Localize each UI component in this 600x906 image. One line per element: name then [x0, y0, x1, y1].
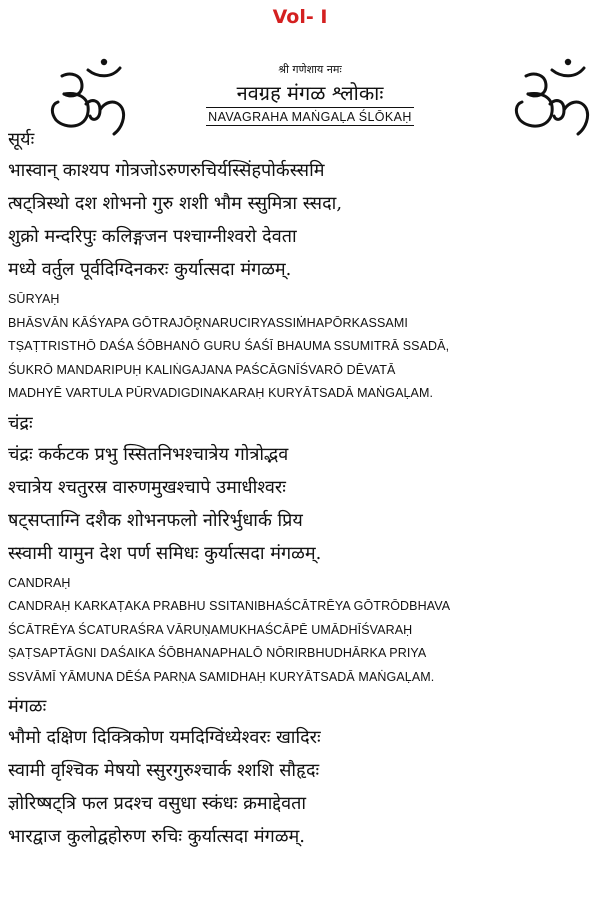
translit-line: TṢAṬTRISTHŌ DAŚA ŚŌBHANŌ GURU ŚAŚĪ BHAUMA SSUMITRĀ SSADĀ,	[8, 339, 450, 353]
verse-line: त्षट्त्रिस्थो दश शोभनो गुरु शशी भौम स्सुमित्रा स्सदा,	[8, 193, 343, 214]
title-devanagari: नवग्रह मंगळ श्लोकाः	[236, 81, 384, 105]
verse-line: ज्ञोरिष्षट्त्रि फल प्रदश्च वसुधा स्कंधः क्रमाद्देवता	[8, 793, 306, 814]
translit-heading: CANDRAḤ	[8, 575, 71, 590]
translit-line: CANDRAḤ KARKAṬAKA PRABHU SSITANIBHAŚCĀTRĒYA GŌTRŌDBHAVA	[8, 599, 451, 613]
translit-line: ṢAṬSAPTĀGNI DAŚAIKA ŚŌBHANAPHALŌ NŌRIRBHUDHĀRKA PRIYA	[8, 646, 427, 660]
invocation: श्री गणेशाय नमः	[278, 63, 342, 76]
verse-line: षट्सप्ताग्नि दशैक शोभनफलो नोरिर्भुधार्क प्रिय	[8, 509, 303, 531]
translit-line: BHĀSVĀN KĀŚYAPA GŌTRAJŌR̥NARUCIRYASSIṀHAPŌRKASSAMI	[8, 315, 408, 330]
transliteration-block	[8, 572, 596, 690]
translit-line: SSVĀMĪ YĀMUNA DĒŚA PARṆA SAMIDHAḤ KURYĀTSADĀ MAṄGAḶAM.	[8, 669, 435, 684]
verse-line: स्स्वामी यामुन देश पर्ण समिधः कुर्यात्सदा मंगळम्.	[8, 542, 322, 564]
translit-heading: SŪRYAḤ	[8, 292, 60, 306]
verse-line: श्चात्रेय श्चतुरस्र वारुणमुखश्चापे उमाधीश्वरः	[8, 476, 286, 498]
verse-line: मध्ये वर्तुल पूर्वदिग्दिनकरः कुर्यात्सदा मंगळम्.	[8, 259, 292, 280]
title-transliteration: NAVAGRAHA MAṄGAḶA ŚLŌKAḤ	[206, 107, 414, 126]
translit-line: ŚCĀTRĒYA ŚCATURAŚRA VĀRUṆAMUKHAŚCĀPĒ UMĀDHĪŚVARAḤ	[8, 622, 413, 637]
translit-line: ŚUKRŌ MANDARIPUḤ KALIṄGAJANA PAŚCĀGNĪŚVARŌ DĒVATĀ	[8, 362, 396, 377]
section-heading-chandra: चंद्रः	[8, 412, 33, 434]
section-heading-mangala: मंगळः	[8, 696, 47, 717]
translit-line: MADHYĒ VARTULA PŪRVADIGDINAKARAḤ KURYĀTSADĀ MAṄGAḶAM.	[8, 386, 434, 400]
verse-line: चंद्रः कर्कटक प्रभु स्सितनिभश्चात्रेय गोत्रोद्भव	[8, 443, 289, 465]
transliteration-block	[8, 288, 596, 406]
page-header	[150, 62, 470, 126]
verse-line: भास्वान् काश्यप गोत्रजोऽरुणरुचिर्यस्सिंहपोर्कस्समि	[8, 160, 325, 181]
verse-line: भारद्वाज कुलोद्वहोरुण रुचिः कुर्यात्सदा मंगळम्.	[8, 826, 305, 847]
verse-line: स्वामी वृश्चिक मेषयो स्सुरगुरुश्चार्क श्शशि सौहृदः	[8, 760, 320, 781]
verse-content	[8, 126, 596, 853]
verse-line: शुक्रो मन्दरिपुः कलिङ्गजन पश्चाग्नीश्वरो देवता	[8, 226, 297, 247]
verse-line: भौमो दक्षिण दिक्त्रिकोण यमदिग्विंध्येश्वरः खादिरः	[8, 727, 321, 748]
section-heading-surya: सूर्यः	[8, 129, 35, 150]
volume-label: Vol- I	[272, 6, 328, 28]
